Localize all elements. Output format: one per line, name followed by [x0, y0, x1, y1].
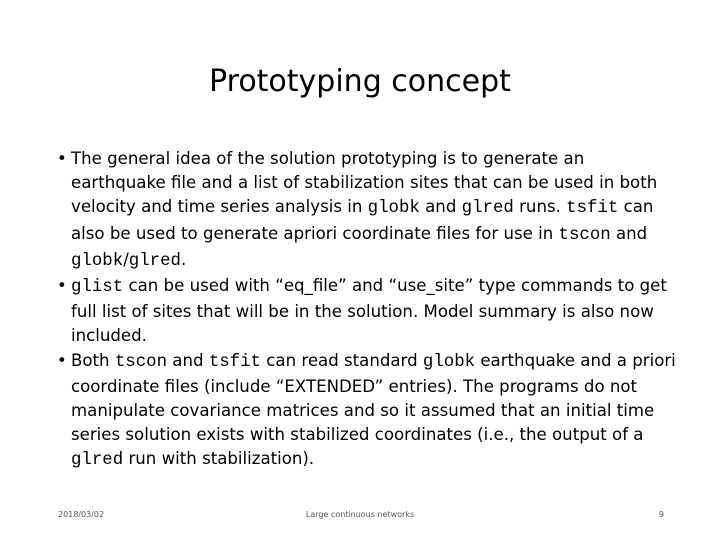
- bullet-text: runs.: [513, 197, 567, 217]
- bullet-text: /: [123, 249, 129, 269]
- code-term: tscon: [558, 225, 611, 245]
- code-term: globk: [71, 251, 124, 271]
- bullet-item: [54, 147, 684, 274]
- code-term: tsfit: [208, 352, 261, 372]
- bullet-list: [54, 147, 684, 474]
- bullet-text: The general idea of the solution prototyping is to generate an earthquake file and a list of stabilization sites that can be used in both velocity and time series analysis in: [71, 149, 658, 217]
- bullet-text: can read standard: [261, 350, 423, 370]
- bullet-text: .: [180, 249, 187, 269]
- code-term: globk: [367, 199, 420, 219]
- code-term: glred: [128, 251, 181, 271]
- bullet-text: and: [419, 197, 462, 217]
- bullet-text: and: [610, 223, 648, 243]
- code-term: glist: [71, 278, 124, 298]
- page-number: 9: [658, 510, 664, 519]
- bullet-text: run with stabilization).: [123, 449, 315, 469]
- code-term: glred: [71, 451, 124, 471]
- footer-title: Large continuous networks: [305, 510, 415, 519]
- code-term: tscon: [114, 352, 168, 372]
- bullet-text: earthquake and a priori coordinate files (include “EXTENDED” entries). The programs do not manipulate covariance matrices and so it assumed that an initial time series solution exists with stabilized coordinates (i.e., the output of a: [71, 350, 676, 445]
- bullet-text: and: [167, 350, 209, 370]
- bullet-text: can be used with “eq_file” and “use_site” type commands to get full list of sites that will be in the solution. Model summary is also now included.: [71, 276, 667, 346]
- bullet-text: Both: [71, 350, 115, 370]
- code-term: globk: [422, 352, 476, 372]
- code-term: tsfit: [566, 199, 619, 219]
- code-term: glred: [461, 199, 514, 219]
- bullet-text: can also be used to generate apriori coordinate files for use in: [71, 197, 654, 243]
- bullet-item: [54, 274, 684, 349]
- bullet-item: [54, 349, 684, 474]
- slide-title: Prototyping concept: [209, 64, 511, 99]
- footer-date: 2018/03/02: [58, 510, 105, 519]
